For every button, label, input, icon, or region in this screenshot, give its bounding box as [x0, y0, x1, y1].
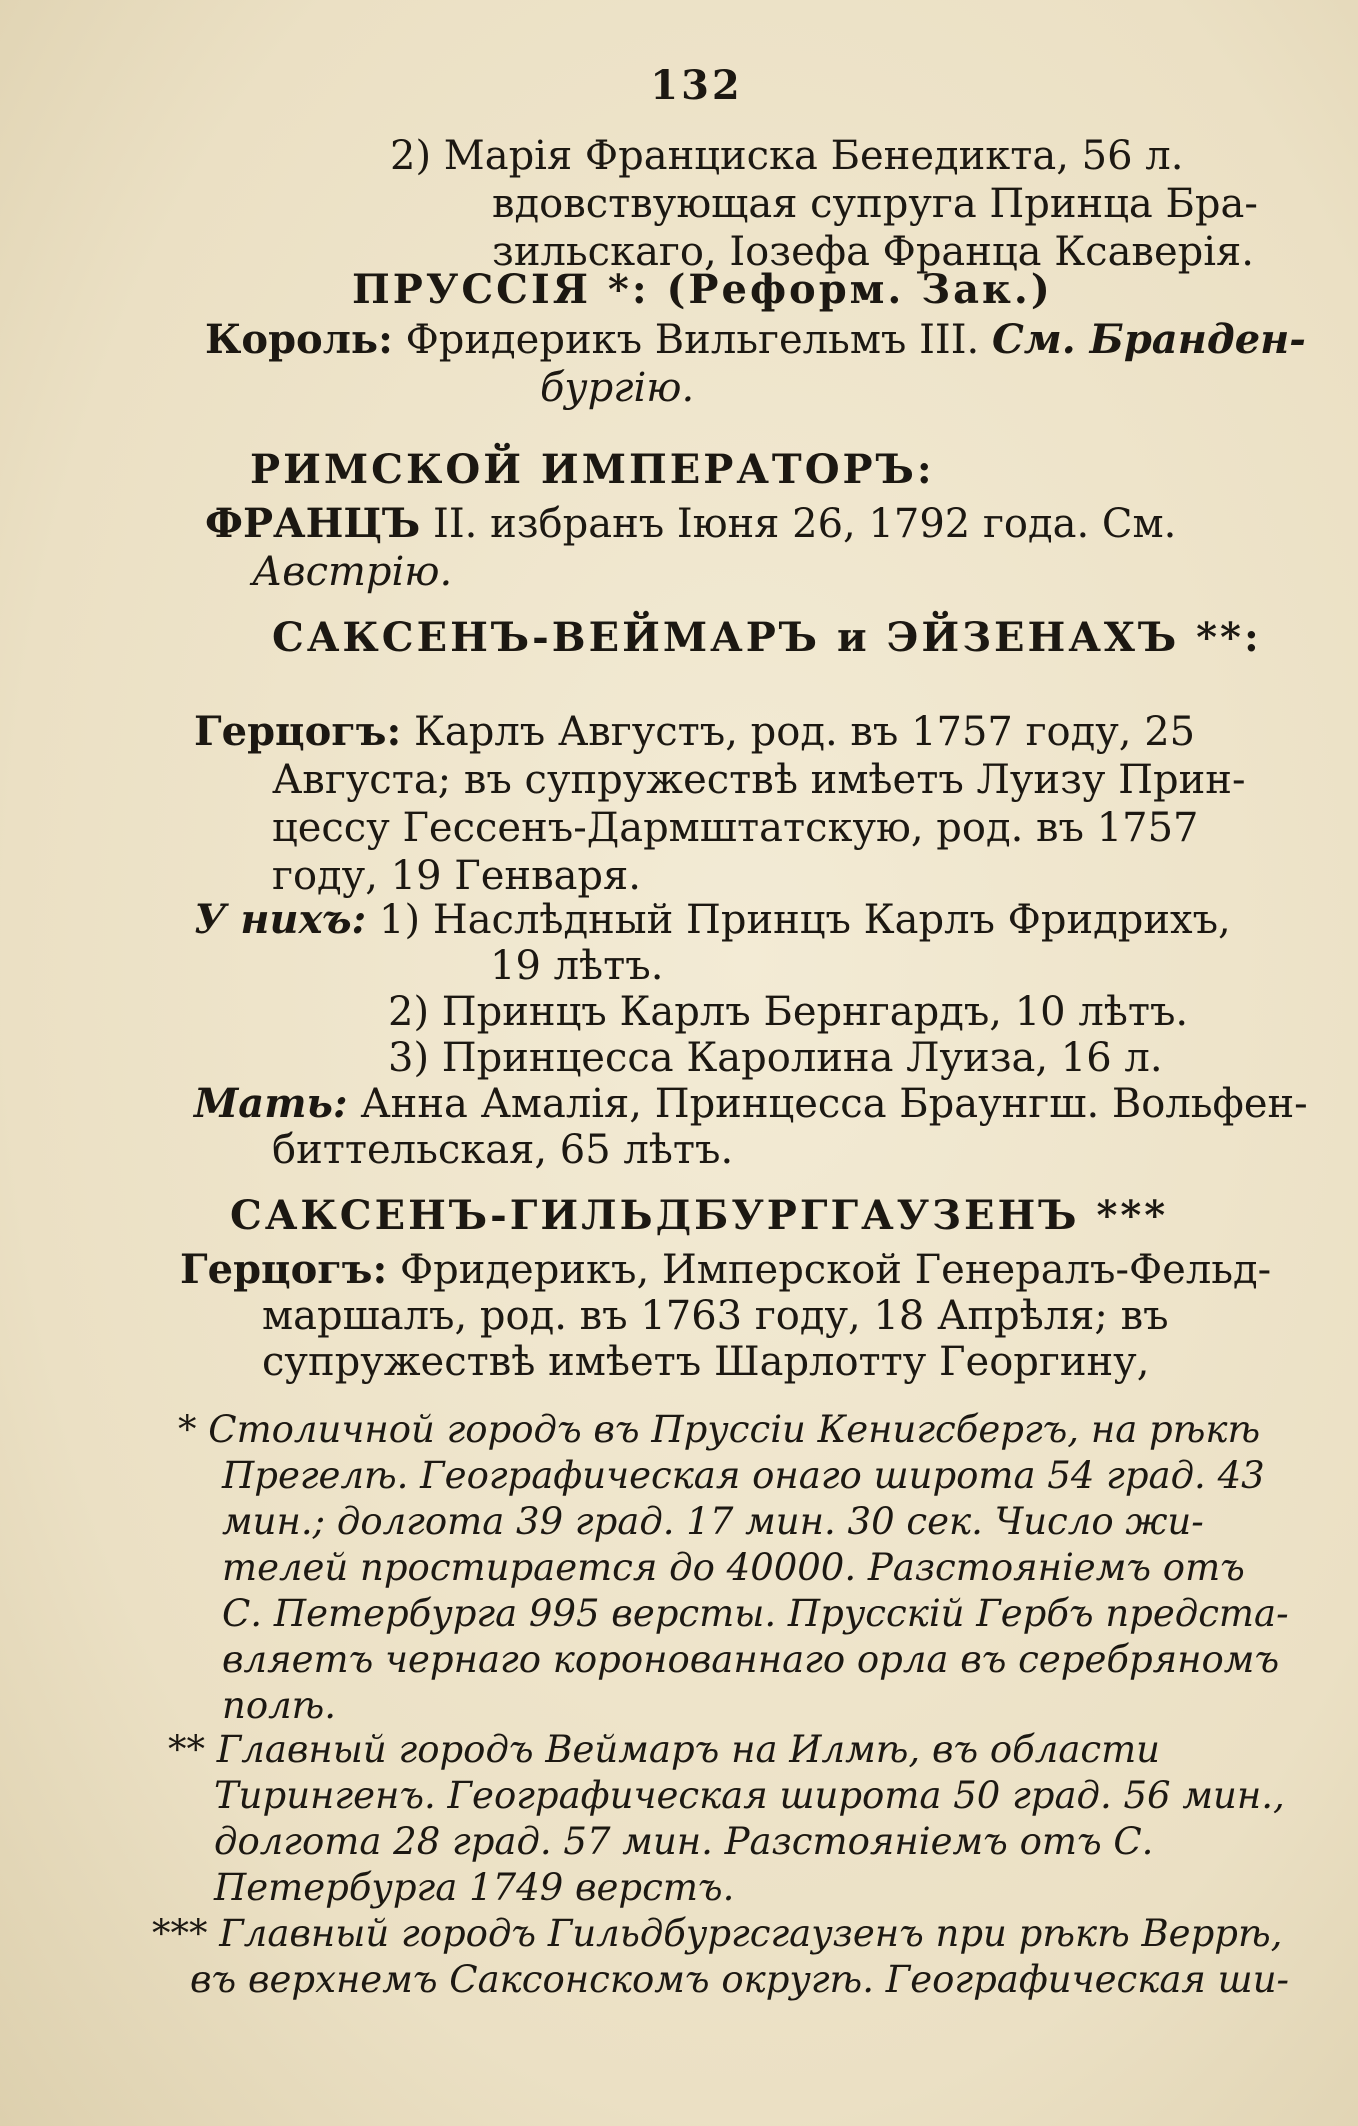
- duke-line: Августа; въ супружествѣ имѣетъ Луизу Прин-: [272, 757, 1246, 803]
- footnote-1-line: мин.; долгота 39 град. 17 мин. 30 сек. Число жи-: [222, 1500, 1204, 1543]
- duke-line: году, 19 Генваря.: [272, 853, 641, 899]
- child-line: 2) Принцъ Карлъ Бернгардъ, 10 лѣтъ.: [388, 989, 1189, 1035]
- child-line: 19 лѣтъ.: [490, 943, 664, 989]
- footnote-1-line: Прегелѣ. Географическая онаго широта 54 град. 43: [222, 1454, 1265, 1497]
- footnote-1-line: полѣ.: [222, 1684, 337, 1727]
- page-number: 132: [650, 62, 743, 109]
- emperor-name: ФРАНЦЪ: [205, 500, 421, 547]
- duke-line: [180, 1246, 1271, 1294]
- duke-text: Карлъ Августъ, род. въ 1757 году, 25: [413, 709, 1196, 755]
- duke-line: [194, 708, 1195, 756]
- footnote-1-line: С. Петербурга 995 версты. Прусскій Гербъ предста-: [222, 1592, 1289, 1635]
- emperor-line: [205, 500, 1176, 548]
- king-label: Король:: [205, 316, 393, 363]
- king-line: [205, 316, 1306, 364]
- footnote-3-line: [152, 1910, 1282, 1958]
- footnote-mark: *: [178, 1408, 197, 1451]
- mother-label: Мать:: [194, 1080, 348, 1127]
- duke-line: цессу Гессенъ-Дармштатскую, род. въ 1757: [272, 805, 1199, 851]
- section-heading-saxe-weimar: САКСЕНЪ-ВЕЙМАРЪ и ЭЙЗЕНАХЪ **:: [272, 614, 1262, 661]
- footnote-1-line: вляетъ чернаго коронованнаго орла въ серебряномъ: [222, 1638, 1280, 1681]
- children-line: [194, 896, 1231, 944]
- footnote-2-line: Тирингенъ. Географическая широта 50 град. 56 мин.,: [214, 1774, 1285, 1817]
- duke-line: супружествѣ имѣетъ Шарлотту Георгину,: [262, 1339, 1150, 1385]
- emperor-text: II. избранъ Іюня 26, 1792 года. См.: [433, 501, 1177, 547]
- footnote-text: Главный городъ Гильдбургсгаузенъ при рѣкѣ Веррѣ,: [219, 1912, 1283, 1955]
- duke-line: маршалъ, род. въ 1763 году, 18 Апрѣля; въ: [262, 1293, 1169, 1339]
- footnote-1-line: [178, 1406, 1260, 1454]
- entry-line: зильскаго, Іозефа Франца Ксаверія.: [492, 229, 1254, 275]
- emperor-ref: Австрію.: [252, 549, 453, 595]
- child-text: 1) Наслѣдный Принцъ Карлъ Фридрихъ,: [379, 897, 1231, 943]
- mother-line: [194, 1080, 1308, 1128]
- king-ref: См. Бранден-: [991, 316, 1306, 363]
- king-ref-cont: бургію.: [540, 365, 695, 411]
- children-label: У нихъ:: [194, 896, 367, 943]
- entry-line: 2) Марія Франциска Бенедикта, 56 л.: [390, 133, 1184, 179]
- section-heading-roman-emperor: РИМСКОЙ ИМПЕРАТОРЪ:: [250, 446, 935, 493]
- footnote-3-line: въ верхнемъ Саксонскомъ округѣ. Географическая ши-: [190, 1958, 1290, 2001]
- mother-line: биттельская, 65 лѣтъ.: [272, 1127, 734, 1173]
- footnote-2-line: Петербурга 1749 верстъ.: [214, 1866, 735, 1909]
- duke-label: Герцогъ:: [180, 1246, 388, 1293]
- footnote-1-line: телей простирается до 40000. Разстояніемъ отъ: [222, 1546, 1245, 1589]
- mother-text: Анна Амалія, Принцесса Браунгш. Вольфен-: [360, 1081, 1308, 1127]
- footnote-mark: ***: [152, 1912, 208, 1955]
- entry-line: вдовствующая супруга Принца Бра-: [492, 181, 1258, 227]
- king-text: Фридерикъ Вильгельмъ III.: [405, 317, 980, 363]
- child-line: 3) Принцесса Каролина Луиза, 16 л.: [388, 1035, 1163, 1081]
- footnote-mark: **: [168, 1728, 205, 1771]
- duke-text: Фридерикъ, Имперской Генералъ-Фельд-: [399, 1247, 1272, 1293]
- footnote-text: Главный городъ Веймаръ на Илмѣ, въ области: [216, 1728, 1161, 1771]
- section-heading-saxe-hildburghausen: САКСЕНЪ-ГИЛЬДБУРГГАУЗЕНЪ ***: [230, 1192, 1169, 1239]
- footnote-2-line: [168, 1726, 1160, 1774]
- footnote-text: Столичной городъ въ Пруссіи Кенигсбергъ, на рѣкѣ: [208, 1408, 1261, 1451]
- section-heading-prussia: ПРУССІЯ *: (Реформ. Зак.): [352, 266, 1053, 313]
- duke-label: Герцогъ:: [194, 708, 402, 755]
- footnote-2-line: долгота 28 град. 57 мин. Разстояніемъ отъ С.: [214, 1820, 1154, 1863]
